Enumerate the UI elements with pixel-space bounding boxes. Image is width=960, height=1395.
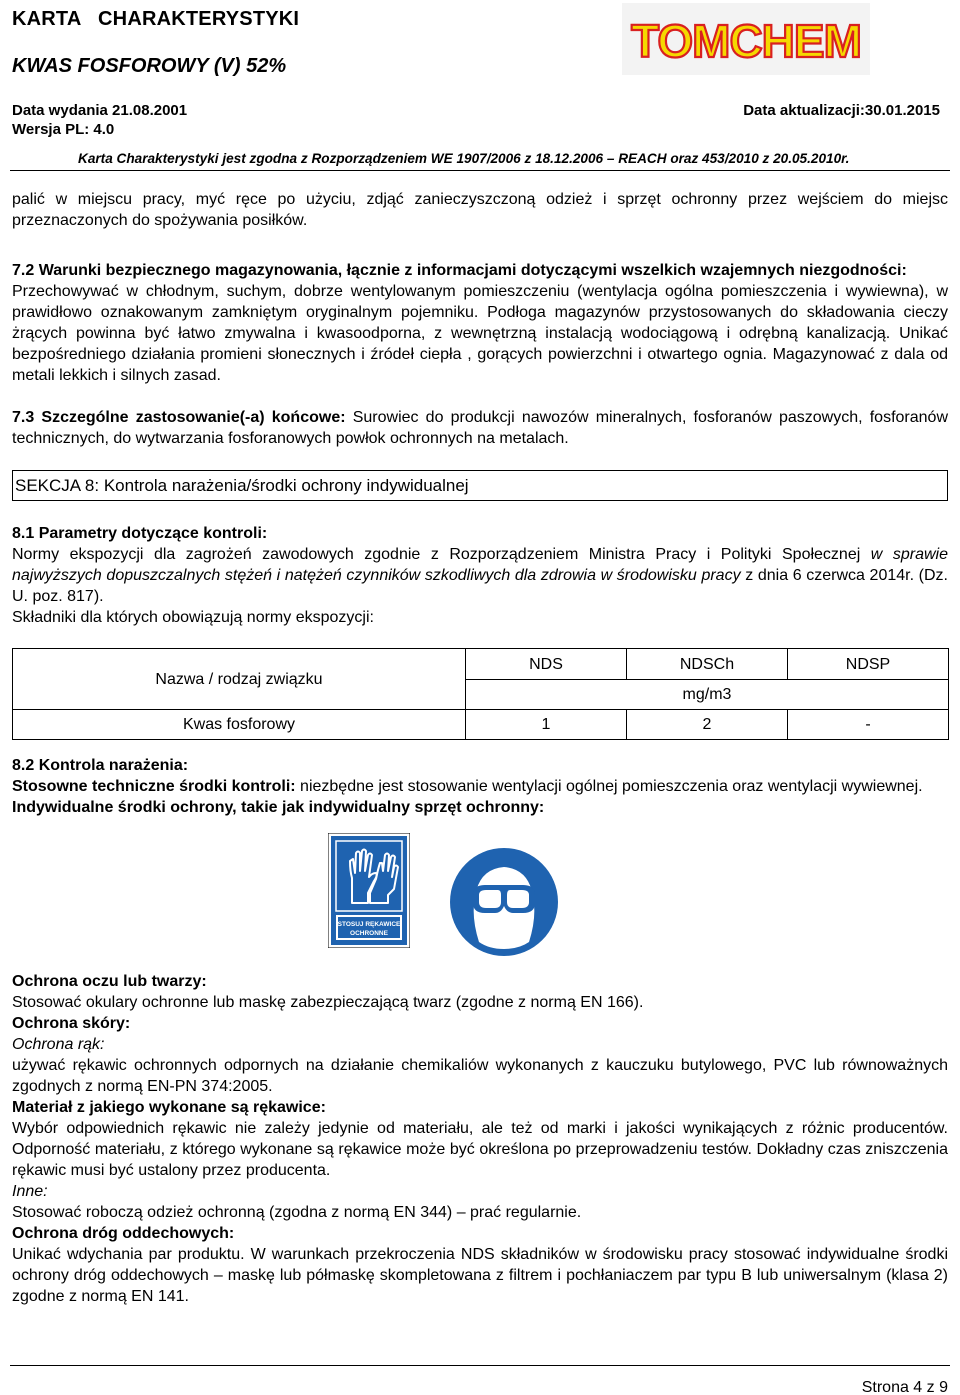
section-7-2-heading: 7.2 Warunki bezpiecznego magazynowania, łącznie z informacjami dotyczącymi wszelkich wzajemnych niezgodności: <box>12 262 907 279</box>
table-row <box>13 710 949 740</box>
section-7-3: 7.3 Szczególne zastosowanie(-a) końcowe: Surowiec do produkcji nawozów mineralnych, fosforanów paszowych, fosforanów technicznych, do wytwarzania fosforanowych powłok ochronnych na metalach. <box>12 409 948 447</box>
update-date: Data aktualizacji:30.01.2015 <box>743 102 940 119</box>
row-nds: 1 <box>466 710 627 740</box>
hand-protection-text: używać rękawic ochronnych odpornych na działanie chemikaliów wykonanych z kauczuku butylowego, PVC lub równoważnych zgodnych z normą EN-PN 374:2005. <box>12 1057 948 1095</box>
col-header-name: Nazwa / rodzaj związku <box>13 649 466 710</box>
material-heading: Materiał z jakiego wykonane są rękawice: <box>12 1099 326 1116</box>
row-ndsp: - <box>788 710 949 740</box>
components-label: Składniki dla których obowiązują normy ekspozycji: <box>12 609 374 626</box>
material-text: Wybór odpowiednich rękawic nie zależy jedynie od materiału, ale też od marki i jakości wynikających z różnic producentów. Odporność materiału, z którego wykonane są rękawice może być określona po przeprowadzeniu testów. Dokładny czas zniszczenia rękawic musi być ustalony przez producenta. <box>12 1120 948 1179</box>
intro-paragraph: palić w miejscu pracy, myć ręce po użyciu, zdjąć zanieczyszczoną odzież i sprzęt ochronny przez wejściem do miejsc przeznaczonych do spożywania posiłków. <box>12 191 948 229</box>
col-header-ndsch: NDSCh <box>627 649 788 680</box>
logo-text: TOMCHEM <box>631 15 861 67</box>
document-title: KARTA CHARAKTERYSTYKI <box>12 8 300 30</box>
section-8-title: SEKCJA 8: Kontrola narażenia/środki ochrony indywidualnej <box>12 470 948 501</box>
row-name: Kwas fosforowy <box>13 710 466 740</box>
document-body <box>12 189 948 1307</box>
section-7-2-text: Przechowywać w chłodnym, suchym, dobrze wentylowanym pomieszczeniu (wentylacja ogólna pomieszczenia i wywiewna), w prawidłowo oznakowanym zamkniętym oryginalnym pojemniku. Podłoga magazynów przystosowanych do składowania cieczy żrących powinna być łatwo zmywalna i kwasoodporna, z wewnętrzną instalacją wodociągową i odrębną kanalizacją. Unikać bezpośredniego działania promieni słonecznych i źródeł ciepła , gorących powierzchni i otwartego ognia. Magazynować z dala od metali lekkich i silnych zasad. <box>12 283 948 384</box>
product-name: KWAS FOSFOROWY (V) 52% <box>12 55 287 77</box>
section-8-1-heading: 8.1 Parametry dotyczące kontroli: <box>12 525 268 542</box>
gloves-label-1: STOSUJ RĘKAWICE <box>337 921 401 928</box>
gloves-label-2: OCHRONNE <box>350 930 388 937</box>
exposure-limits-table <box>12 648 949 740</box>
goggles-pictogram <box>449 847 559 957</box>
unit-cell: mg/m3 <box>466 680 949 710</box>
col-header-nds: NDS <box>466 649 627 680</box>
skin-protection-heading: Ochrona skóry: <box>12 1015 131 1032</box>
ppe-pictograms <box>12 833 948 971</box>
regulation-note: Karta Charakterystyki jest zgodna z Rozporządzeniem WE 1907/2006 z 18.12.2006 – REACH oraz 453/2010 z 20.05.2010r. <box>78 151 850 166</box>
footer-divider <box>10 1365 950 1366</box>
section-8-2-tech: Stosowne techniczne środki kontroli: niezbędne jest stosowanie wentylacji ogólnej pomieszczenia oraz wentylacji wywiewnej. <box>12 778 923 795</box>
col-header-ndsp: NDSP <box>788 649 949 680</box>
respiratory-text: Unikać wdychania par produktu. W warunkach przekroczenia NDS składników w środowisku pracy stosować indywidualne środki ochrony dróg oddechowych – maskę lub półmaskę skompletowana z filtrem i pochłaniaczem par typu B lub uniwersalnym (klasa 2) zgodne z normą EN 141. <box>12 1246 948 1305</box>
other-text: Stosować roboczą odzież ochronną (zgodna z normą EN 344) – prać regularnie. <box>12 1204 582 1221</box>
section-8-1-text: Normy ekspozycji dla zagrożeń zawodowych zgodnie z Rozporządzeniem Ministra Pracy i Polityki Społecznej w sprawie najwyższych dopuszczalnych stężeń i natężeń czynników szkodliwych dla zdrowia w środowisku pracy z dnia 6 czerwca 2014r. (Dz. U. poz. 817). <box>12 546 948 605</box>
respiratory-heading: Ochrona dróg oddechowych: <box>12 1225 235 1242</box>
section-8-2-heading: 8.2 Kontrola narażenia: <box>12 757 189 774</box>
gloves-pictogram <box>328 833 410 948</box>
version: Wersja PL: 4.0 <box>12 121 115 138</box>
other-label: Inne: <box>12 1183 48 1200</box>
issue-date: Data wydania 21.08.2001 <box>12 102 188 119</box>
tomchem-logo <box>622 3 870 75</box>
eye-protection-heading: Ochrona oczu lub twarzy: <box>12 973 207 990</box>
ppe-heading: Indywidualne środki ochrony, takie jak indywidualny sprzęt ochronny: <box>12 799 545 816</box>
page-number: Strona 4 z 9 <box>861 1379 948 1395</box>
row-ndsch: 2 <box>627 710 788 740</box>
header-divider <box>10 170 950 171</box>
eye-protection-text: Stosować okulary ochronne lub maskę zabezpieczającą twarz (zgodne z normą EN 166). <box>12 994 644 1011</box>
hand-protection-label: Ochrona rąk: <box>12 1036 105 1053</box>
